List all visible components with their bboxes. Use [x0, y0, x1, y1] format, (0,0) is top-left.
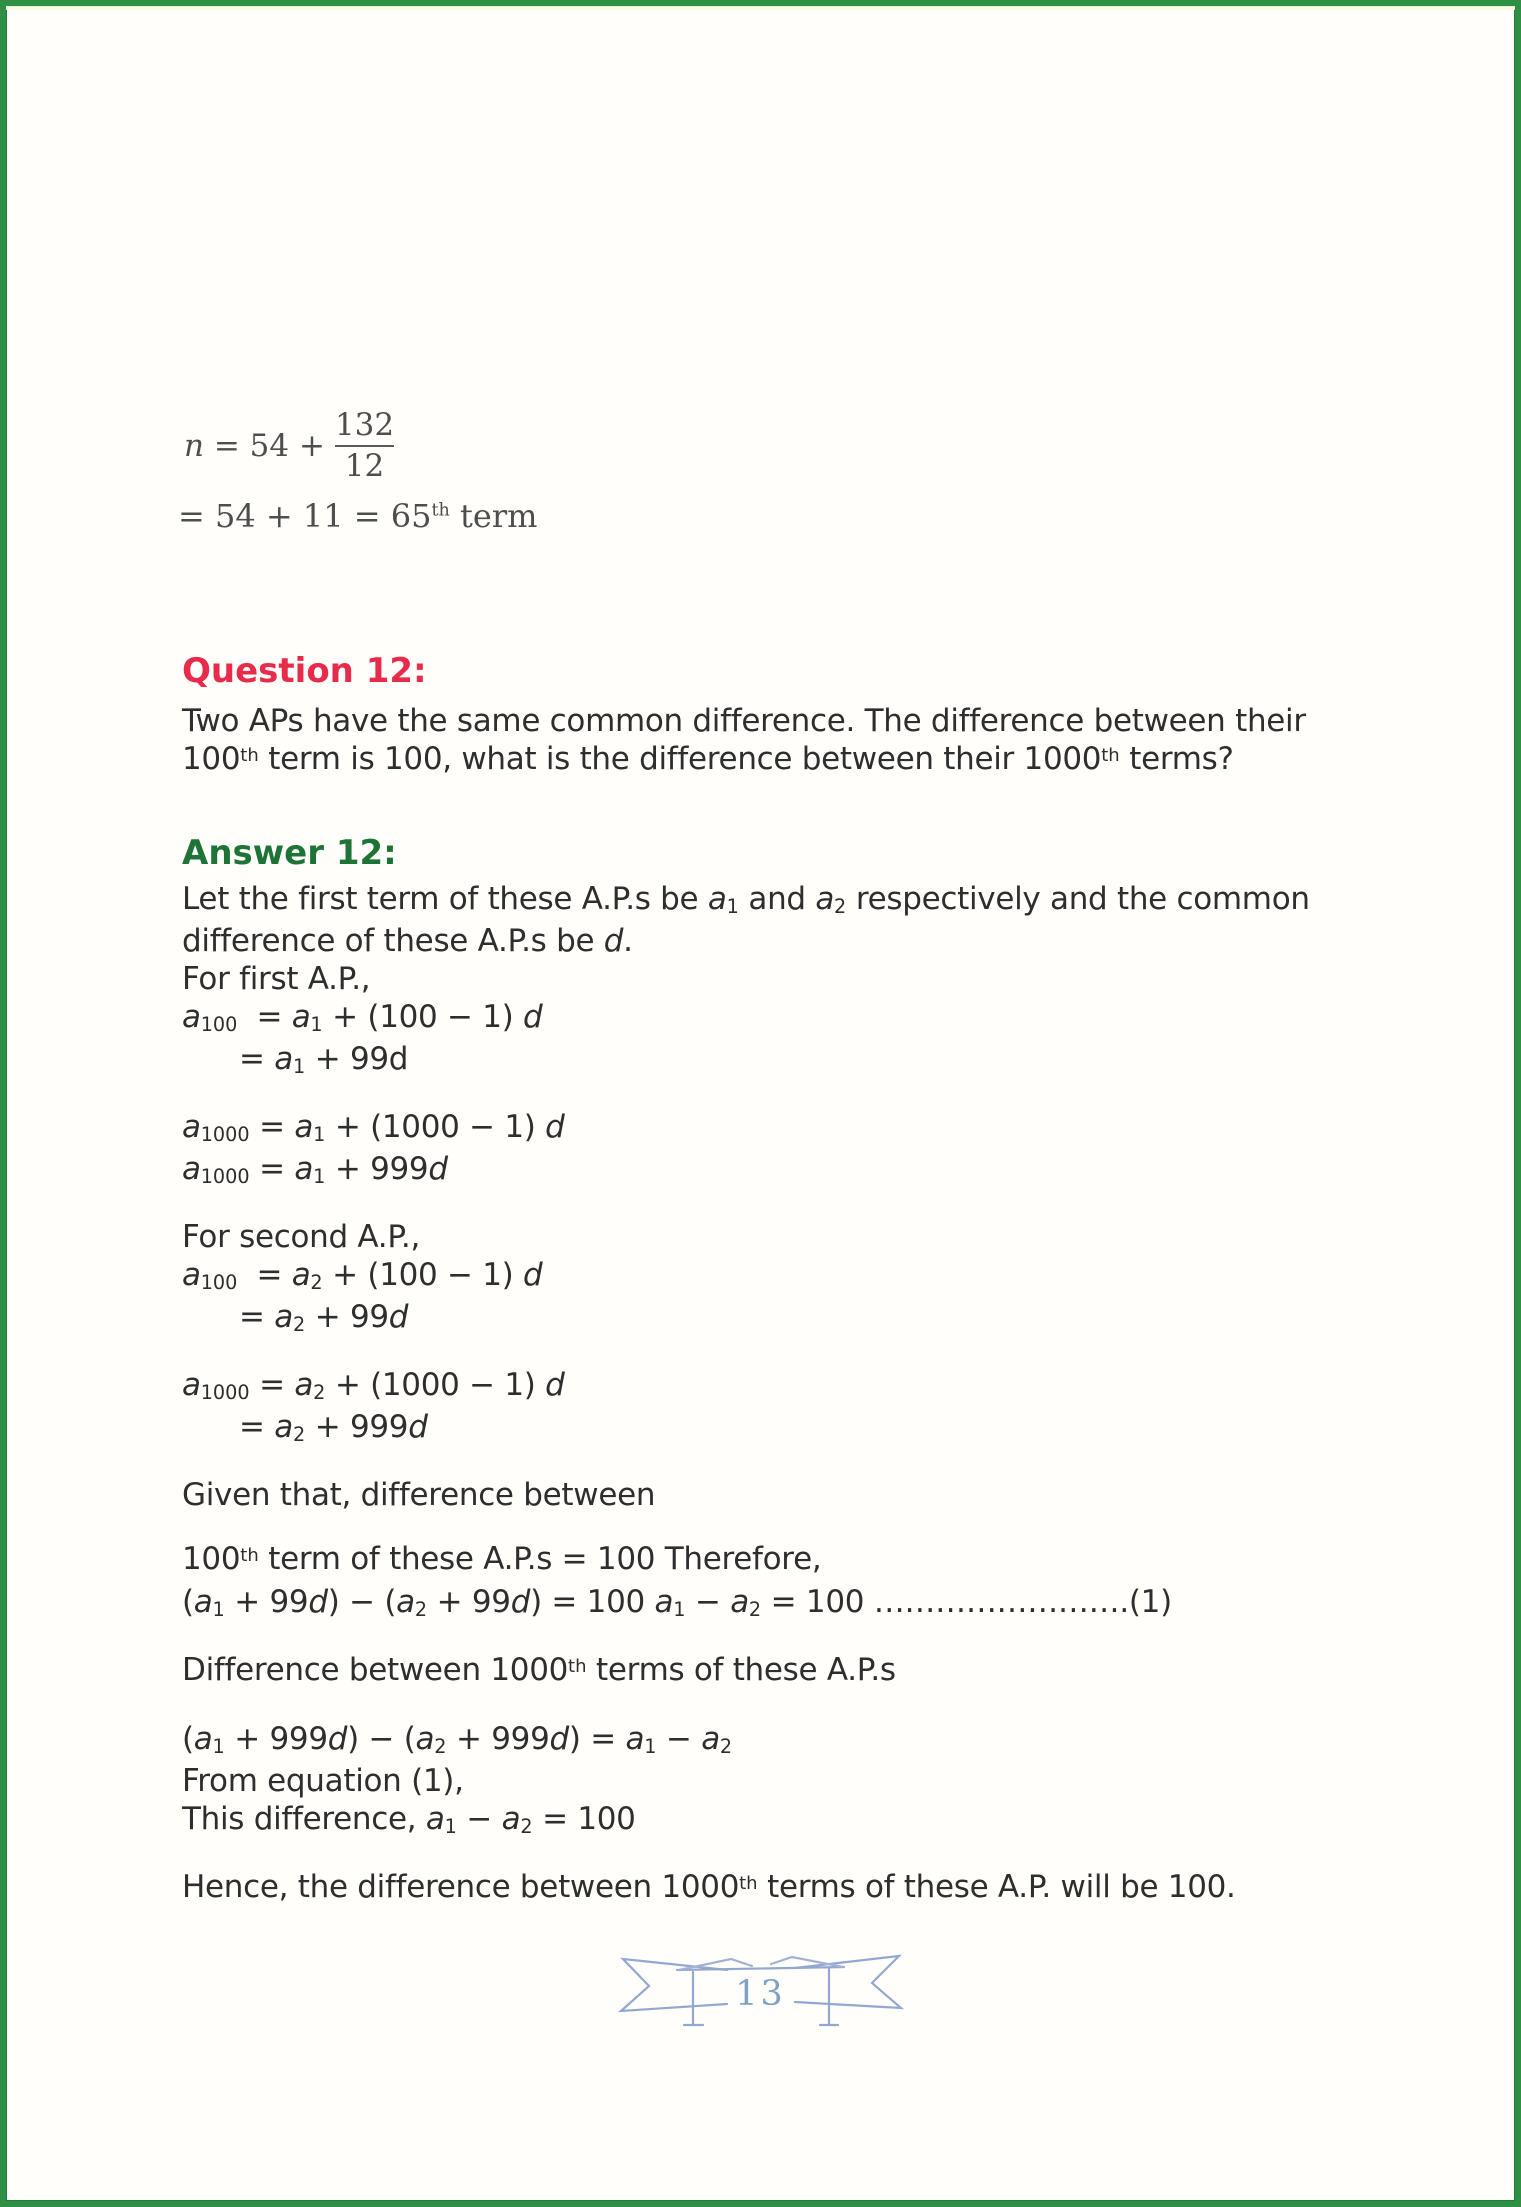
text-segment: terms of these A.P.s: [586, 1652, 896, 1688]
text-line: [182, 1150, 1430, 1192]
text-segment: d: [408, 1409, 428, 1445]
text-segment: + 99d: [305, 1041, 409, 1077]
text-segment: =: [237, 1257, 292, 1293]
math-formula-block: [178, 407, 538, 536]
text-segment: + 99: [305, 1299, 389, 1335]
text-segment: = 100: [532, 1801, 636, 1837]
text-segment: th: [1101, 744, 1120, 766]
text-segment: 1: [313, 1123, 326, 1147]
formula-line-1: [184, 408, 537, 483]
text-segment: + (1000 − 1): [325, 1109, 546, 1145]
text-segment: This difference,: [182, 1801, 426, 1837]
text-segment: 1: [292, 1055, 306, 1079]
text-segment: a: [730, 1584, 749, 1620]
text-segment: a: [815, 881, 835, 917]
text-segment: + (100 − 1): [322, 1257, 524, 1293]
text-segment: th: [240, 1544, 259, 1566]
text-segment: ) − (: [327, 1584, 397, 1620]
ordinal-superscript: th: [431, 500, 450, 521]
text-segment: d: [545, 1367, 565, 1403]
formula-result: = 54 + 11 = 65: [178, 497, 432, 536]
text-segment: difference of these A.P.s be: [182, 923, 604, 959]
text-segment: th: [739, 1872, 758, 1894]
text-segment: a: [291, 999, 311, 1035]
text-segment: ) = 100: [530, 1584, 655, 1620]
text-segment: + 99: [224, 1584, 309, 1620]
text-segment: 2: [313, 1381, 326, 1405]
text-segment: 100: [200, 1271, 238, 1295]
answer-section: [182, 834, 1430, 1911]
text-segment: ) − (: [347, 1721, 416, 1757]
text-segment: Hence, the difference between 1000: [182, 1869, 740, 1905]
question-text: [182, 702, 1420, 783]
text-segment: =: [237, 999, 292, 1035]
text-line: [182, 1366, 1430, 1408]
text-segment: =: [239, 1041, 275, 1077]
text-segment: + 999: [446, 1721, 550, 1757]
text-segment: =: [249, 1109, 295, 1145]
text-segment: For second A.P.,: [182, 1219, 420, 1255]
text-segment: 2: [719, 1735, 733, 1759]
text-segment: respectively and the common: [846, 881, 1310, 917]
text-line: [182, 1720, 1430, 1762]
text-segment: a: [294, 1367, 314, 1403]
text-segment: 2: [292, 1313, 306, 1337]
formula-lhs-rest: = 54 +: [203, 427, 325, 464]
text-segment: + 999: [305, 1409, 409, 1445]
text-segment: a: [182, 1367, 201, 1403]
text-segment: th: [568, 1655, 587, 1677]
text-segment: d: [388, 1299, 409, 1335]
text-segment: Two APs have the same common difference. The difference between their: [182, 703, 1306, 739]
text-segment: 1: [726, 895, 739, 919]
text-line: [182, 1298, 1430, 1340]
text-segment: + 999: [224, 1721, 328, 1757]
text-segment: 1: [212, 1598, 225, 1622]
text-segment: =: [239, 1299, 275, 1335]
text-line: [182, 702, 1420, 740]
text-segment: + 99: [427, 1584, 511, 1620]
text-segment: 2: [310, 1271, 323, 1295]
text-line: [182, 1040, 1430, 1082]
text-line: [182, 740, 1420, 783]
text-segment: 1: [444, 1815, 457, 1839]
question-section: [182, 652, 1420, 783]
text-segment: −: [656, 1721, 702, 1757]
text-segment: term of these A.P.s = 100 Therefore,: [258, 1541, 822, 1577]
page-number-ribbon: [615, 1946, 907, 2034]
text-segment: =: [249, 1151, 295, 1187]
text-segment: 2: [520, 1815, 533, 1839]
text-segment: For first A.P.,: [182, 961, 371, 997]
text-segment: a: [294, 1151, 314, 1187]
text-line: [182, 880, 1430, 922]
text-segment: d: [428, 1151, 448, 1187]
answer-heading: Answer 12:: [182, 833, 397, 873]
text-segment: a: [425, 1801, 445, 1837]
text-segment: −: [456, 1801, 502, 1837]
text-segment: a: [182, 1109, 201, 1145]
text-segment: a: [294, 1109, 314, 1145]
text-segment: 1: [310, 1013, 323, 1037]
text-segment: (: [182, 1584, 194, 1620]
text-line: [182, 1583, 1430, 1625]
text-segment: a: [396, 1584, 415, 1620]
text-segment: 100: [182, 741, 241, 777]
text-segment: a: [707, 881, 727, 917]
text-segment: ) =: [568, 1721, 626, 1757]
text-segment: 1: [644, 1735, 657, 1759]
text-segment: 1000: [200, 1165, 250, 1189]
text-segment: d: [523, 1257, 543, 1293]
text-segment: term is 100, what is the difference between their 1000: [258, 741, 1102, 777]
text-segment: a: [182, 1151, 201, 1187]
variable-n: n: [184, 427, 204, 464]
text-segment: a: [654, 1584, 674, 1620]
text-line: [182, 1108, 1430, 1150]
text-segment: a: [274, 1041, 293, 1077]
text-segment: d: [510, 1584, 531, 1620]
text-line: [182, 1868, 1430, 1911]
text-line: [182, 1256, 1430, 1298]
text-segment: a: [193, 1721, 213, 1757]
text-segment: a: [193, 1584, 213, 1620]
text-segment: 1000: [200, 1381, 250, 1405]
fraction: [335, 408, 394, 483]
text-segment: Let the first term of these A.P.s be: [182, 881, 708, 917]
text-segment: 1: [673, 1598, 686, 1622]
answer-text: [182, 880, 1430, 1911]
text-line: [182, 1651, 1430, 1694]
text-segment: + (1000 − 1): [325, 1367, 546, 1403]
fraction-bar: [335, 445, 394, 447]
text-segment: 2: [834, 895, 847, 919]
text-segment: a: [182, 999, 201, 1035]
text-segment: a: [625, 1721, 645, 1757]
text-segment: 100: [182, 1541, 241, 1577]
text-segment: d: [545, 1109, 565, 1145]
text-segment: Difference between 1000: [182, 1652, 569, 1688]
text-segment: a: [291, 1257, 311, 1293]
text-segment: terms of these A.P. will be 100.: [757, 1869, 1236, 1905]
text-line: [182, 1408, 1430, 1450]
text-segment: From equation (1),: [182, 1763, 464, 1799]
formula-result-suffix: term: [449, 497, 538, 536]
text-line: [182, 1762, 1430, 1800]
text-segment: =: [239, 1409, 275, 1445]
text-segment: =: [249, 1367, 295, 1403]
text-segment: …………………….: [873, 1584, 1129, 1620]
text-segment: d: [549, 1721, 569, 1757]
text-segment: 100: [200, 1013, 238, 1037]
text-segment: + (100 − 1): [322, 999, 524, 1035]
text-line: [182, 1800, 1430, 1842]
text-segment: d: [523, 999, 543, 1035]
text-segment: 1: [313, 1165, 326, 1189]
text-segment: a: [182, 1257, 201, 1293]
text-segment: 1: [212, 1735, 225, 1759]
text-line: [182, 998, 1430, 1040]
text-line: [182, 960, 1430, 998]
text-segment: + 999: [325, 1151, 429, 1187]
text-segment: 1000: [200, 1123, 250, 1147]
text-segment: a: [274, 1299, 293, 1335]
text-line: [182, 1218, 1430, 1256]
text-segment: a: [501, 1801, 521, 1837]
text-segment: (: [182, 1721, 194, 1757]
text-segment: d: [603, 923, 624, 959]
text-segment: a: [701, 1721, 720, 1757]
text-segment: terms?: [1119, 741, 1234, 777]
text-segment: a: [415, 1721, 435, 1757]
text-segment: 2: [414, 1598, 428, 1622]
text-segment: a: [274, 1409, 293, 1445]
text-segment: −: [685, 1584, 731, 1620]
text-segment: d: [327, 1721, 348, 1757]
text-segment: 2: [292, 1423, 306, 1447]
page-number: 13: [735, 1974, 786, 2014]
fraction-numerator: 132: [334, 407, 395, 443]
text-segment: Given that, difference between: [182, 1477, 656, 1513]
text-segment: = 100: [761, 1584, 874, 1620]
formula-line-2: [178, 497, 537, 535]
text-line: [182, 1540, 1430, 1583]
text-segment: .: [623, 923, 633, 959]
text-line: [182, 1476, 1430, 1514]
text-segment: (1): [1128, 1584, 1172, 1620]
text-segment: 2: [748, 1598, 762, 1622]
text-segment: th: [240, 744, 259, 766]
text-segment: 2: [434, 1735, 447, 1759]
text-segment: d: [308, 1584, 328, 1620]
fraction-denominator: 12: [344, 448, 385, 485]
question-heading: Question 12:: [182, 651, 427, 691]
formula-lhs: [184, 428, 325, 464]
text-line: [182, 922, 1430, 960]
border-inner-trim: [6, 6, 1515, 10]
text-segment: and: [738, 881, 816, 917]
